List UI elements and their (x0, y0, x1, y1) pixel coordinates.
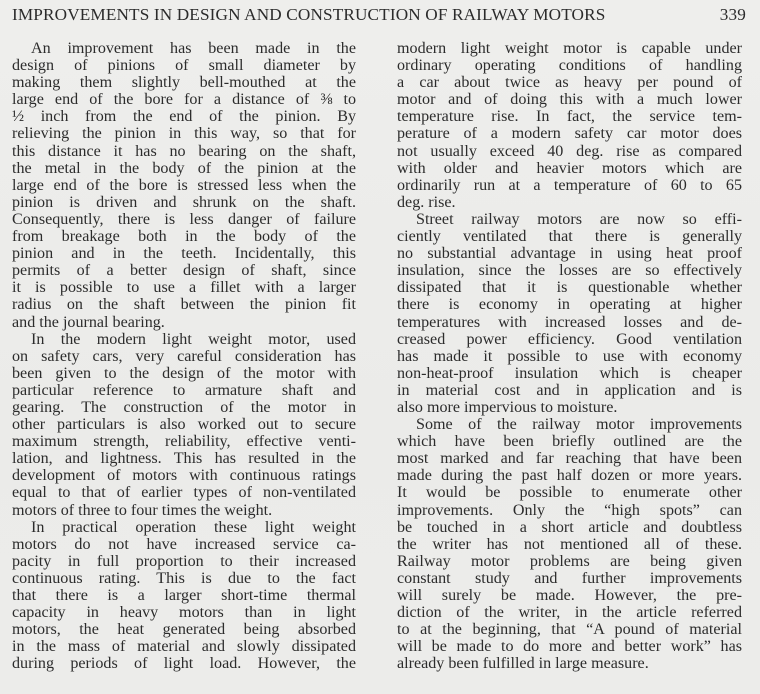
text-line: particular reference to armature shaft and (12, 381, 356, 399)
text-line: non-heat-proof insulation which is cheaper (397, 364, 742, 382)
text-line: will be made to do more and better work” has (397, 638, 742, 656)
running-head-title: IMPROVEMENTS IN DESIGN AND CONSTRUCTION OF RAILWAY MOTORS (12, 5, 606, 24)
text-line: from breakage both in the body of the (12, 228, 356, 246)
text-line: during periods of light load. However, the (12, 655, 356, 673)
text-line: will surely be made. However, the pre- (397, 587, 742, 604)
text-line: be touched in a short article and doubtless (397, 518, 742, 536)
text-line: has made it possible to use with economy (397, 347, 742, 365)
text-line: not usually exceed 40 deg. rise as compared (397, 142, 742, 160)
text-line: insulation, since the losses are so effectively (397, 262, 742, 280)
text-line: It would be possible to enumerate other (397, 484, 742, 502)
text-line: gearing. The construction of the motor in (12, 398, 356, 416)
text-line: permits of a better design of shaft, since (12, 262, 356, 280)
text-line: ordinarily run at a temperature of 60 to 65 (397, 176, 742, 194)
text-line: perature of a modern safety car motor does (397, 125, 742, 143)
text-line: making them slightly bell-mouthed at the (12, 74, 356, 92)
text-line: with older and heavier motors which are (397, 159, 742, 177)
text-line: temperatures with increased losses and de- (397, 313, 742, 331)
text-line: temperature rise. In fact, the service tem- (397, 108, 742, 126)
text-line: motors of three to four times the weight. (12, 501, 273, 519)
text-line: motors do not have increased service ca- (12, 535, 356, 553)
text-line: other particulars is also worked out to secure (12, 416, 356, 434)
text-line: Some of the railway motor improvements (416, 416, 742, 434)
text-line: this distance it has no bearing on the shaft, (12, 142, 356, 160)
text-line: that there is a larger short-time thermal (12, 587, 356, 604)
text-line: to at the beginning, that “A pound of material (397, 621, 742, 639)
text-line: In practical operation these light weight (31, 518, 356, 536)
text-line: capacity in heavy motors than in light (12, 604, 356, 622)
text-line: already been fulfilled in large measure. (397, 655, 649, 673)
text-line: constant study and further improvements (397, 569, 742, 587)
text-line: large end of the bore for a distance of ⅜ to (12, 91, 356, 109)
text-line: it is possible to use a fillet with a larger (12, 279, 356, 297)
text-line: and the journal bearing. (12, 313, 165, 331)
text-line: made during the past half dozen or more years. (397, 467, 742, 485)
text-line: improvements. Only the “high spots” can (397, 501, 742, 519)
text-line: been given to the design of the motor with (12, 364, 356, 382)
text-line: the metal in the body of the pinion at the (12, 159, 356, 177)
text-line: no substantial advantage in using heat proof (397, 245, 742, 263)
text-line: diction of the writer, in the article referred (397, 604, 742, 622)
text-line: the writer has not mentioned all of these. (397, 535, 742, 553)
text-line: on safety cars, very careful consideration has (12, 347, 356, 365)
text-line: there is economy in operating at higher (397, 296, 742, 314)
running-head (12, 5, 750, 27)
text-line: deg. rise. (397, 193, 456, 211)
page-number: 339 (719, 5, 746, 24)
text-line: dissipated that it is questionable whether (397, 279, 742, 297)
text-line: ciently ventilated that there is generally (397, 228, 742, 246)
text-line: development of motors with continuous ratings (12, 467, 356, 485)
text-line: a car about twice as heavy per pound of (397, 74, 742, 92)
text-line: also more impervious to moisture. (397, 398, 618, 416)
text-line: lation, and lightness. This has resulted in the (12, 450, 356, 468)
text-line: pacity in full proportion to their increased (12, 552, 356, 570)
text-line: modern light weight motor is capable under (397, 40, 742, 57)
text-line: pinion and in the teeth. Incidentally, this (12, 245, 356, 263)
text-line: In the modern light weight motor, used (31, 330, 356, 348)
left-column (12, 40, 356, 672)
text-line: Consequently, there is less danger of failure (12, 210, 356, 228)
text-line: ordinary operating conditions of handling (397, 57, 742, 75)
text-line: which have been briefly outlined are the (397, 433, 742, 451)
text-line: Street railway motors are now so effi- (416, 210, 742, 228)
text-line: ½ inch from the end of the pinion. By (12, 108, 356, 126)
text-line: motors, the heat generated being absorbed (12, 621, 356, 639)
text-line: large end of the bore is stressed less when the (12, 176, 356, 194)
text-line: radius on the shaft between the pinion fit (12, 296, 356, 314)
text-line: in material cost and in application and is (397, 381, 742, 399)
text-line: most marked and far reaching that have been (397, 450, 742, 468)
text-line: pinion is driven and shrunk on the shaft. (12, 193, 356, 211)
text-line: equal to that of earlier types of non-ventilated (12, 484, 356, 502)
text-line: design of pinions of small diameter by (12, 57, 356, 75)
text-line: maximum strength, reliability, effective venti- (12, 433, 356, 451)
right-column (397, 40, 742, 672)
text-line: Railway motor problems are being given (397, 552, 742, 570)
text-line: continuous rating. This is due to the fact (12, 569, 356, 587)
text-line: creased power efficiency. Good ventilation (397, 330, 742, 348)
text-line: relieving the pinion in this way, so that for (12, 125, 356, 143)
text-line: in the mass of material and slowly dissipated (12, 638, 356, 656)
text-line: motor and of doing this with a much lower (397, 91, 742, 109)
text-line: An improvement has been made in the (31, 40, 356, 57)
